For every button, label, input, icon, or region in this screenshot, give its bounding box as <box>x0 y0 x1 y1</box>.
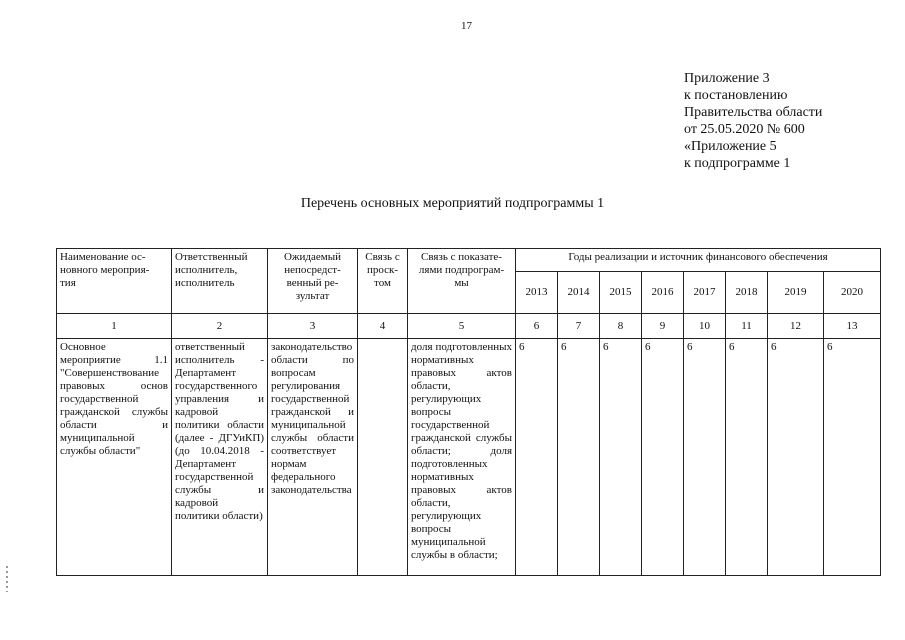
column-number: 3 <box>268 314 358 339</box>
year-cell: 2015 <box>600 272 642 314</box>
header-indicator-link: Связь с показате- лями подпрограм- мы <box>408 249 516 314</box>
header-executor: Ответственный исполнитель, исполнитель <box>172 249 268 314</box>
year-cell: 2013 <box>516 272 558 314</box>
year-value-cell: 6 <box>600 339 642 576</box>
year-cell: 2014 <box>558 272 600 314</box>
project-link-cell <box>358 339 408 576</box>
column-number: 5 <box>408 314 516 339</box>
appendix-line: к постановлению <box>684 88 788 103</box>
scan-edge-mark <box>6 566 8 592</box>
column-number: 10 <box>684 314 726 339</box>
year-cell: 2020 <box>824 272 881 314</box>
column-number-row <box>57 314 881 339</box>
year-cell: 2017 <box>684 272 726 314</box>
appendix-line: «Приложение 5 <box>684 139 777 154</box>
year-cell: 2016 <box>642 272 684 314</box>
year-value-cell: 6 <box>516 339 558 576</box>
header-row <box>57 249 881 272</box>
year-value-cell: 6 <box>684 339 726 576</box>
header-project-link: Связь с проск- том <box>358 249 408 314</box>
column-number: 8 <box>600 314 642 339</box>
executor-cell: ответственный исполнитель - Департамент государственного управления и кадровой политики области (далее - ДГУиКП) (до 10.04.2018 - Департамент государственной службы и кадровой политики области) <box>172 339 268 576</box>
column-number: 2 <box>172 314 268 339</box>
appendix-line: от 25.05.2020 № 600 <box>684 122 805 137</box>
column-number: 12 <box>768 314 824 339</box>
column-number: 7 <box>558 314 600 339</box>
year-value-cell: 6 <box>768 339 824 576</box>
column-number: 13 <box>824 314 881 339</box>
column-number: 9 <box>642 314 684 339</box>
appendix-line: Приложение 3 <box>684 71 770 86</box>
column-number: 6 <box>516 314 558 339</box>
header-activity-name: Наименование ос- новного мероприя- тия <box>57 249 172 314</box>
activities-table <box>56 248 881 576</box>
page-number: 17 <box>461 20 472 32</box>
indicator-link-cell: доля подготовленных нормативных правовых актов области, регулирующих вопросы государственной гражданской службы области; доля подготовленных нормативных правовых актов области, регулирующих вопросы муниципальной службы в области; <box>408 339 516 576</box>
year-value-cell: 6 <box>726 339 768 576</box>
year-cell: 2019 <box>768 272 824 314</box>
appendix-header <box>684 70 822 172</box>
expected-result-cell: законодательство области по вопросам регулирования государственной гражданской и муниципальной службы области соответствует нормам федерального законодательства <box>268 339 358 576</box>
column-number: 11 <box>726 314 768 339</box>
year-value-cell: 6 <box>558 339 600 576</box>
column-number: 1 <box>57 314 172 339</box>
column-number: 4 <box>358 314 408 339</box>
activity-name-cell: Основное мероприятие 1.1 "Совершенствование правовых основ государственной гражданской службы области и муниципальной службы области" <box>57 339 172 576</box>
document-title: Перечень основных мероприятий подпрограммы 1 <box>300 196 605 211</box>
year-value-cell: 6 <box>824 339 881 576</box>
header-expected-result: Ожидаемый непосредст- венный ре- зультат <box>268 249 358 314</box>
appendix-line: Правительства области <box>684 105 823 120</box>
year-value-cell: 6 <box>642 339 684 576</box>
table-row <box>57 339 881 576</box>
header-years-group: Годы реализации и источник финансового обеспечения <box>516 249 881 272</box>
year-cell: 2018 <box>726 272 768 314</box>
appendix-line: к подпрограмме 1 <box>684 156 791 171</box>
